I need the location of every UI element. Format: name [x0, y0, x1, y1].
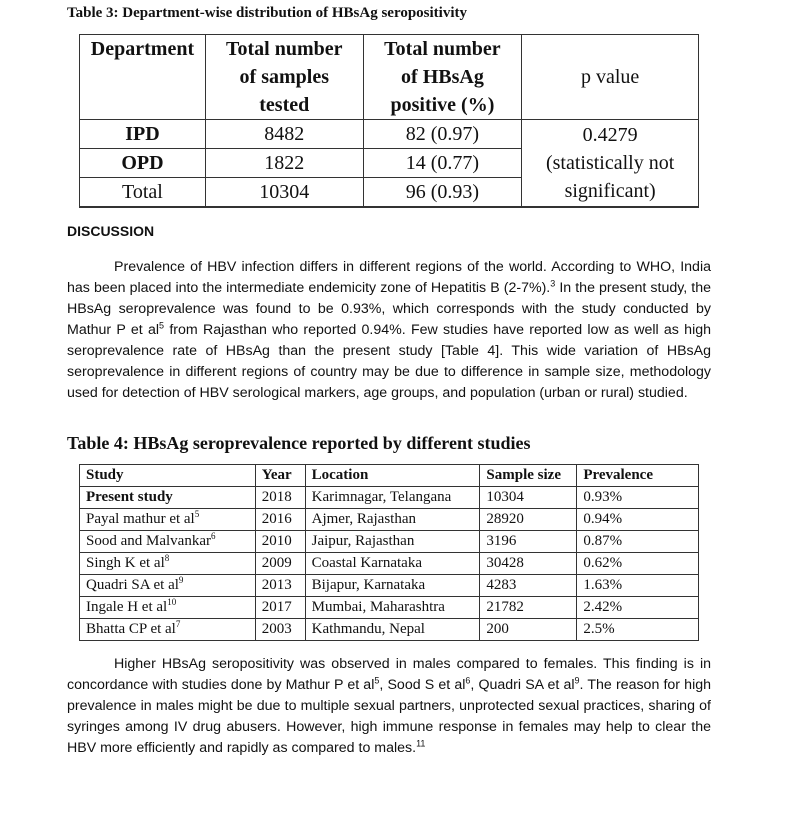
citation-superscript: 6 — [465, 675, 471, 686]
table-row — [80, 575, 699, 597]
table4-study-cell — [80, 553, 256, 575]
p-value-line: significant) — [564, 180, 656, 202]
table4-study-cell — [80, 487, 256, 509]
table3-positive-cell: 96 (0.93) — [363, 178, 522, 208]
discussion-paragraph-2 — [67, 654, 711, 759]
table4-year-cell: 2003 — [255, 619, 305, 641]
table4-location-cell: Ajmer, Rajasthan — [305, 509, 480, 531]
table-row — [80, 487, 699, 509]
header-line: of samples — [239, 66, 329, 88]
table4-study-cell — [80, 575, 256, 597]
table-row — [80, 619, 699, 641]
citation-superscript: 11 — [416, 738, 426, 749]
study-name: Sood and Malvankar — [86, 533, 211, 549]
table4-sample-size-cell: 3196 — [480, 531, 577, 553]
table4-sample-size-cell: 4283 — [480, 575, 577, 597]
header-line: of HBsAg — [401, 66, 484, 88]
header-line: Total number — [226, 38, 343, 60]
table4-location-cell: Karimnagar, Telangana — [305, 487, 480, 509]
text-run: Higher HBsAg seropositivity was observed in males compared to females. This finding is in concordance with studies done by Mathur P et al — [67, 656, 711, 693]
table4-study-cell — [80, 619, 256, 641]
citation-superscript: 5 — [194, 509, 200, 519]
table4-header-year: Year — [255, 465, 305, 487]
table3-dept-cell: Total — [80, 178, 206, 208]
table-row — [80, 553, 699, 575]
table4-sample-size-cell: 28920 — [480, 509, 577, 531]
citation-superscript: 9 — [178, 575, 184, 585]
table3-caption: Table 3: Department-wise distribution of HBsAg seropositivity — [67, 5, 468, 21]
citation-superscript: 5 — [374, 675, 380, 686]
table4-header-study: Study — [80, 465, 256, 487]
table-row — [80, 120, 699, 149]
study-name: Present study — [86, 489, 173, 505]
text-run: , Quadri SA et al — [470, 677, 575, 693]
table4-year-cell: 2018 — [255, 487, 305, 509]
table4-sample-size-cell: 21782 — [480, 597, 577, 619]
study-name: Singh K et al — [86, 555, 165, 571]
citation-superscript: 10 — [167, 597, 177, 607]
table4-header-location: Location — [305, 465, 480, 487]
table-row — [80, 509, 699, 531]
citation-superscript: 3 — [550, 278, 556, 289]
table3-header-total-samples — [205, 35, 363, 120]
header-line: tested — [259, 94, 310, 116]
table4-header-prevalence: Prevalence — [577, 465, 699, 487]
citation-superscript: 5 — [159, 320, 165, 331]
study-name: Ingale H et al — [86, 599, 168, 615]
table4-year-cell: 2013 — [255, 575, 305, 597]
table3-header-p-value: p value — [522, 35, 699, 120]
table4-location-cell: Mumbai, Maharashtra — [305, 597, 480, 619]
citation-superscript: 6 — [210, 531, 216, 541]
table4-prevalence-cell: 0.62% — [577, 553, 699, 575]
text-run: , Sood S et al — [379, 677, 466, 693]
table4-study-cell — [80, 509, 256, 531]
table4-location-cell: Coastal Karnataka — [305, 553, 480, 575]
table4-year-cell: 2010 — [255, 531, 305, 553]
table3-dept-cell: OPD — [80, 149, 206, 178]
header-line: positive (%) — [390, 94, 495, 116]
table3-samples-cell: 8482 — [205, 120, 363, 149]
table4-year-cell: 2009 — [255, 553, 305, 575]
table-row — [80, 597, 699, 619]
table4-study-cell — [80, 531, 256, 553]
table4-sample-size-cell: 200 — [480, 619, 577, 641]
p-value-line: (statistically not — [545, 152, 675, 174]
table4-prevalence-cell: 2.42% — [577, 597, 699, 619]
header-line: Total number — [384, 38, 501, 60]
table4-caption: Table 4: HBsAg seroprevalence reported by different studies — [67, 433, 531, 453]
table3-header-department: Department — [80, 35, 206, 120]
citation-superscript: 7 — [175, 619, 181, 629]
table4-location-cell: Kathmandu, Nepal — [305, 619, 480, 641]
table-row — [80, 531, 699, 553]
table4-prevalence-cell: 1.63% — [577, 575, 699, 597]
table4 — [79, 464, 699, 641]
table4-header-sample-size: Sample size — [480, 465, 577, 487]
citation-superscript: 8 — [164, 553, 170, 563]
table4-header-row — [80, 465, 699, 487]
table3-header-row — [80, 35, 699, 120]
study-name: Payal mathur et al — [86, 511, 195, 527]
table3-dept-cell: IPD — [80, 120, 206, 149]
text-run: . The reason for high prevalence in males might be due to multiple sexual partners, unprotected sexual practices, sharing of syringes among IV drug abusers. However, high immune response in females may help to clear the HBV more efficiently and rapidly as compared to males. — [67, 677, 711, 756]
table3 — [79, 34, 699, 208]
table3-positive-cell: 82 (0.97) — [363, 120, 522, 149]
study-name: Bhatta CP et al — [86, 621, 176, 637]
discussion-heading: DISCUSSION — [67, 223, 155, 239]
p-value-line: 0.4279 — [582, 124, 638, 146]
table4-prevalence-cell: 2.5% — [577, 619, 699, 641]
text-run: Prevalence of HBV infection differs in different regions of the world. According to WHO, India has been placed into the intermediate endemicity zone of Hepatitis B (2-7%). — [67, 259, 711, 296]
table4-location-cell: Bijapur, Karnataka — [305, 575, 480, 597]
table3-samples-cell: 1822 — [205, 149, 363, 178]
table3-header-total-positive — [363, 35, 522, 120]
citation-superscript: 9 — [574, 675, 580, 686]
text-run: In the present study, the HBsAg seroprevalence was found to be 0.93%, which corresponds with the study conducted by Mathur P et al — [67, 280, 712, 338]
table4-study-cell — [80, 597, 256, 619]
table4-location-cell: Jaipur, Rajasthan — [305, 531, 480, 553]
table3-positive-cell: 14 (0.77) — [363, 149, 522, 178]
table3-samples-cell: 10304 — [205, 178, 363, 208]
table4-sample-size-cell: 30428 — [480, 553, 577, 575]
study-name: Quadri SA et al — [86, 577, 179, 593]
table4-prevalence-cell: 0.93% — [577, 487, 699, 509]
table4-prevalence-cell: 0.87% — [577, 531, 699, 553]
table3-p-value-cell — [522, 120, 699, 208]
table4-year-cell: 2017 — [255, 597, 305, 619]
table4-prevalence-cell: 0.94% — [577, 509, 699, 531]
discussion-paragraph-1 — [67, 257, 711, 404]
table4-sample-size-cell: 10304 — [480, 487, 577, 509]
table4-year-cell: 2016 — [255, 509, 305, 531]
text-run: from Rajasthan who reported 0.94%. Few studies have reported low as well as high seroprevalence rate of HBsAg than the present study [Table 4]. This wide variation of HBsAg seroprevalence in different regions of country may be due to difference in sample size, methodology used for detection of HBV serological markers, age groups, and population (urban or rural) studied. — [67, 322, 711, 401]
